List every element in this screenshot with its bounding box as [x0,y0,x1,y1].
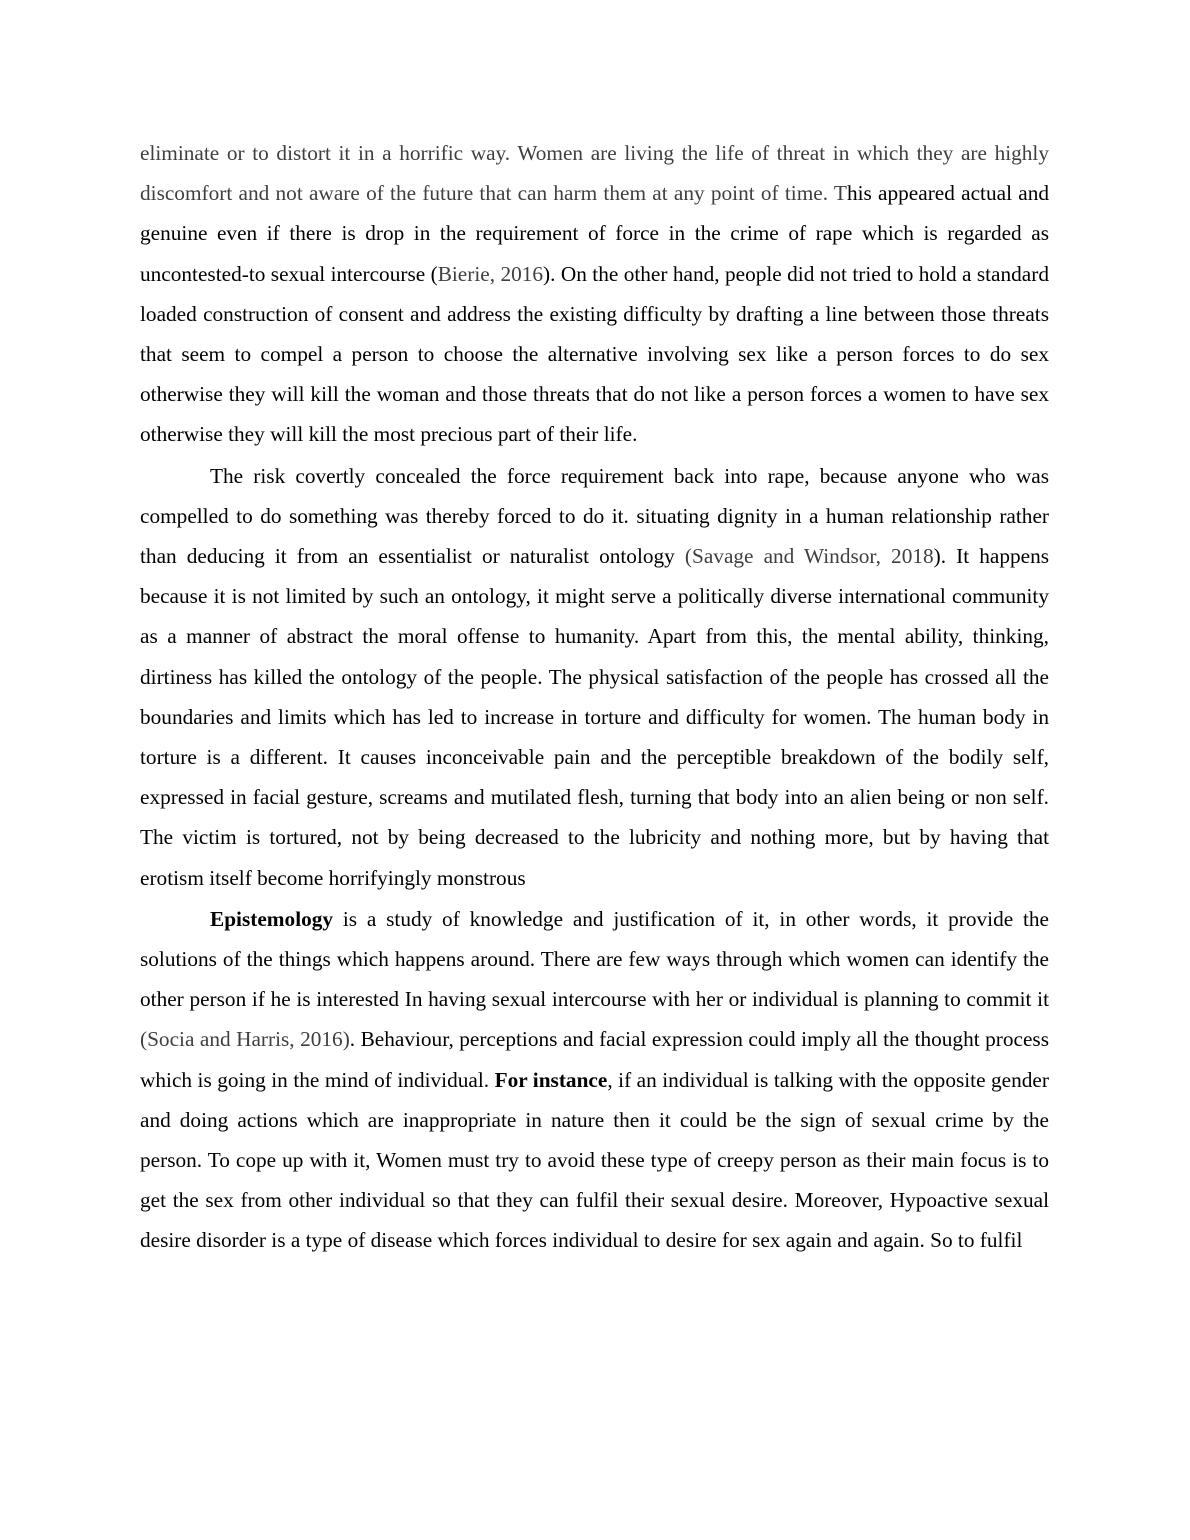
citation-bierie: Bierie, 2016 [437,261,544,286]
phrase-for-instance: For instance [494,1067,608,1092]
paragraph-2-text-a: The risk covertly concealed the force requirement back into rape, because anyone who was compelled to do something was thereby forced to do it. situating dignity in a human relationship rather than deducing it from an essentialist or naturalist ontology [140,463,1049,569]
paragraph-1-text-c: ). On the other hand, people did not tried to hold a standard loaded construction of consent and address the existing difficulty by drafting a line between those threats that seem to compel a person to choose the alternative involving sex like a person forces to do sex otherwise they will kill the woman and those threats that do not like a person forces a women to have sex otherwise they will kill the most precious part of their life. [140,261,1049,447]
paragraph-1 [140,133,1049,455]
paragraph-3-text-c: , if an individual is talking with the opposite gender and doing actions which are inappropriate in nature then it could be the sign of sexual crime by the person. To cope up with it, Women must try to avoid these type of creepy person as their main focus is to get the sex from other individual so that they can fulfil their sexual desire. Moreover, Hypoactive sexual desire disorder is a type of disease which forces individual to desire for sex again and again. So to fulfil [140,1067,1049,1253]
document-page [140,133,1049,1262]
citation-socia-harris: (Socia and Harris, 2016) [140,1027,350,1052]
paragraph-3-text-b: . Behaviour, perceptions and facial expression could imply all the thought process which is going in the mind of individual. [140,1027,1049,1092]
term-epistemology: Epistemology [210,906,334,931]
paragraph-2 [140,456,1049,898]
paragraph-2-text-b: ). It happens because it is not limited by such an ontology, it might serve a politically diverse international community as a manner of abstract the moral offense to humanity. Apart from this, the mental ability, thinking, dirtiness has killed the ontology of the people. The physical satisfaction of the people has crossed all the boundaries and limits which has led to increase in torture and difficulty for women. The human body in torture is a different. It causes inconceivable pain and the perceptible breakdown of the bodily self, expressed in facial gesture, screams and mutilated flesh, turning that body into an alien being or non self. The victim is tortured, not by being decreased to the lubricity and nothing more, but by having that erotism itself become horrifyingly monstrous [140,544,1049,890]
paragraph-1-text-b: his appeared actual and genuine even if there is drop in the requirement of force in the crime of rape which is regarded as uncontested-to sexual intercourse ( [140,181,1049,286]
paragraph-1-text-a: eliminate or to distort it in a horrific way. Women are living the life of threat in which they are highly discomfort and not aware of the future that can harm them at any point of time. T [140,141,1049,206]
paragraph-3 [140,899,1049,1261]
citation-savage-windsor: (Savage and Windsor, 2018 [684,544,934,569]
paragraph-3-text-a: is a study of knowledge and justification of it, in other words, it provide the solutions of the things which happens around. There are few ways through which women can identify the other person if he is interested In having sexual intercourse with her or individual is planning to commit it [140,906,1049,1012]
